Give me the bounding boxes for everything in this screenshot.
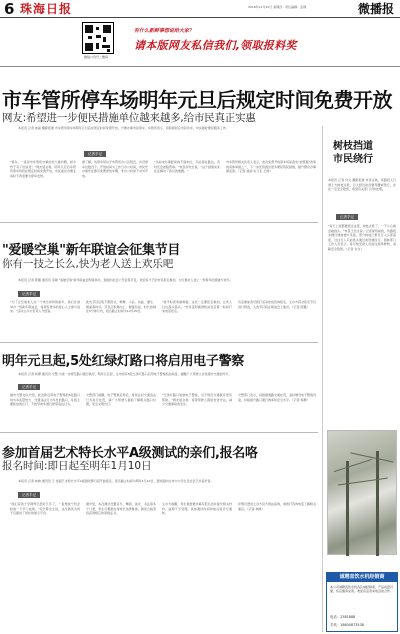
ad-headline: 诚聘直饮水机经销商	[327, 573, 397, 582]
page-header	[0, 0, 400, 18]
qr-code-icon[interactable]	[82, 22, 114, 54]
article-column: "为了让空巢老人过一个欢乐祥和的新年，我们计划举办一场新年联谊会，希望有更多的爱心人士参与进来。"活动主办方负责人介绍说。	[10, 300, 80, 314]
sidebar-headline-line2: 市民绕行	[333, 154, 373, 165]
sidebar-headline	[333, 140, 373, 166]
article-column: 据介绍，本次测试设置音乐、舞蹈、美术、书法等多个门类，考生可根据自身特长选择参加，测试合格者将获得相应的等级证书。	[86, 502, 156, 516]
reporter-note-tag: 记者手记	[336, 214, 358, 220]
issue-meta: 2018年11月22日 星期四 · 责任编辑：张健	[248, 5, 307, 9]
lead-intro: 本报讯 记者 戚丽 摄影报道 市车管所停车场明年元旦后在规定时间免费开放，方便办事市民停车，车管所表示，将积极回应市民诉求，切实做好便民服务工作。	[18, 126, 229, 130]
promo-call-to-action: 请本版网友私信我们,领取报料奖	[134, 39, 297, 52]
article-column: 交警部门表示，将根据道路交通状况，适时增设电子警察设备，持续提升路口通行效率和安全水平。（记者 杨柳）	[238, 393, 316, 402]
reporter-note-tag: 记者手记	[18, 384, 40, 390]
sidebar-intro: 本报讯 记者 许文 摄影报道 市民反映，某路段人行道上方树枝过低，行人经过时需要弯腰或绕行，存在一定安全隐患，希望有关部门尽快处理。	[328, 178, 396, 192]
story-intro: 本报讯 记者 杨柳 通讯员 交警 为进一步规范路口通行秩序，明年元旦起，全市将有5处红绿灯路口启用电子警察抓拍系统，提醒广大驾驶人自觉遵守交通信号灯。	[18, 372, 232, 376]
story-subheadline: 报名时间:即日起至明年1月10日	[2, 460, 152, 472]
article-column: 交警部门提醒，电子警察启用后，将依法对交通违法行为进行处罚，请广大驾驶人提前了解相关路口位置，安全文明出行。	[86, 393, 156, 407]
article-column: 据了解，该停车场位于车管所办公区附近，共设停车位数百个。开放时间为工作日办公时间，市民凭办事凭证即可免费停放车辆，非办公时间不对外开放。	[82, 160, 148, 178]
story-headline: 明年元旦起,5处红绿灯路口将启用电子警察	[2, 354, 244, 369]
article-column: 此次节目征集不限形式，歌舞、小品、戏曲、器乐、朗诵等均可。节目应积极向上、健康有益，时长控制在5分钟以内，报名截止时间为12月20日。	[86, 300, 156, 314]
article-column: "我平时喜欢唱粤剧，这次一定要报名参加，让老人们也高兴高兴。"市民张阿姨得知消息后第一时间打来电话报名。	[162, 300, 232, 314]
story-subheadline: 你有一技之长么,快为老人送上欢乐吧	[2, 258, 174, 270]
qr-caption: 微信公众号二维码	[84, 55, 109, 59]
article-column: "停车，一直是市车管所办事的老大难问题，如今终于有了好消息！"网友留言称，明年元旦后车管所停车场将在规定时间免费开放，市民前往办理业务时不再需要为停车发愁。	[10, 160, 76, 178]
promo-question: 有什么新鲜事想说给大家？	[134, 28, 195, 34]
story-intro: 本报讯 记者 林晓 通讯员 王 首届艺术特长水平A级测试即日起开始报名，报名截止时间为明年1月10日，测试面向全市中小学生及社会艺术爱好者。	[18, 479, 214, 483]
sidebar-headline-line1: 树枝挡道	[333, 141, 373, 152]
article-column: 主办方提醒，考生须按要求填写报名表并提交相关材料，逾期不予受理，具体测试时间和地点将另行通知。	[162, 502, 232, 516]
reporter-note-tag: 记者手记	[18, 291, 40, 297]
story-intro: 本报讯 记者 陈璐 通讯员 李敏 "爱暖空巢"新年联谊会即将举办，现面向社会公开征集节目，欢迎有才艺的市民报名参加，为空巢老人送上一份新年的温暖与欢乐。	[18, 278, 233, 282]
divider	[0, 66, 400, 67]
ad-mobile: 手机：18600873538	[330, 623, 364, 627]
article-column: "以前来办事经常找不到车位，只能停在路边，有时还会被贴罚单。"市民李先生说，"这个措施实实在在解决了我们的难题。"	[154, 160, 220, 174]
section-name: 微播报	[357, 2, 394, 16]
reporter-note-tag: 记者手记	[84, 151, 106, 157]
lead-headline: 市车管所停车场明年元旦后规定时间免费开放	[2, 88, 392, 112]
ad-phone: 电话：2581888	[330, 615, 356, 619]
classified-ad[interactable]	[326, 572, 398, 632]
story-headline: 参加首届艺术特长水平A级测试的亲们,报名咯	[2, 446, 258, 461]
sidebar-body: "每天上班都要经过这里，树枝太低了，一不小心就会碰到头。"市民王先生说。记者现场看到，该路段多棵行道树枝叶茂盛，部分树枝已垂至行人头部高度，过往行人只能低头通过或绕道而行。园林部门工作人员表示，将尽快安排人员前往现场修剪，消除安全隐患。（记者 许文）	[328, 224, 396, 251]
reporter-note-tag: 记者手记	[18, 492, 40, 498]
divider	[0, 222, 318, 223]
article-column: 有意参加者可拨打活动热线咨询报名，主办方将对报名节目进行筛选，入选节目将在联谊会上演出。（记者 陈璐）	[238, 300, 316, 309]
ad-body: 本公司诚聘直饮水机各区域经销商，产品质量可靠，售后服务完善，欢迎有意者来电洽谈合作。	[330, 585, 394, 594]
story-headline: "爱暖空巢"新年联谊会征集节目	[2, 243, 181, 258]
divider	[0, 432, 318, 433]
article-column: "我们家孩子学钢琴已经好几年了，一直想找个机会检验一下学习成果。"家长陈女士说，这次测试为孩子们提供了很好的展示平台。	[10, 502, 80, 516]
article-column: 详情可登录主办方官方网站查询，或拨打咨询电话了解相关事宜。（记者 林晓）	[238, 502, 316, 511]
article-column: 市车管所相关负责人表示，此次免费开放停车场是落实"放管服"改革的具体举措之一，下一步还将推出更多便民利民措施，提升群众办事满意度。（记者 戚丽 实习生 王婷）	[226, 160, 316, 174]
article-column: 据市交警支队介绍，此次新启用电子警察的5处路口均为车流量较大、交通违法行为多发的路口，系统主要抓拍闯红灯、不按导向车道行驶等违法行为。	[10, 393, 80, 407]
article-column: "红绿灯路口加装电子警察，对于规范交通秩序很有帮助。"网友留言称，希望驾驶人都能自觉守法，减少交通事故的发生。	[162, 393, 232, 407]
lead-subheadline: 网友:希望进一步便民措施单位越来越多,给市民真正实惠	[2, 112, 256, 124]
tree-branch-photo	[327, 430, 397, 555]
masthead: 珠海日报	[20, 2, 73, 16]
page-number: 6	[4, 0, 15, 18]
divider	[0, 342, 318, 343]
